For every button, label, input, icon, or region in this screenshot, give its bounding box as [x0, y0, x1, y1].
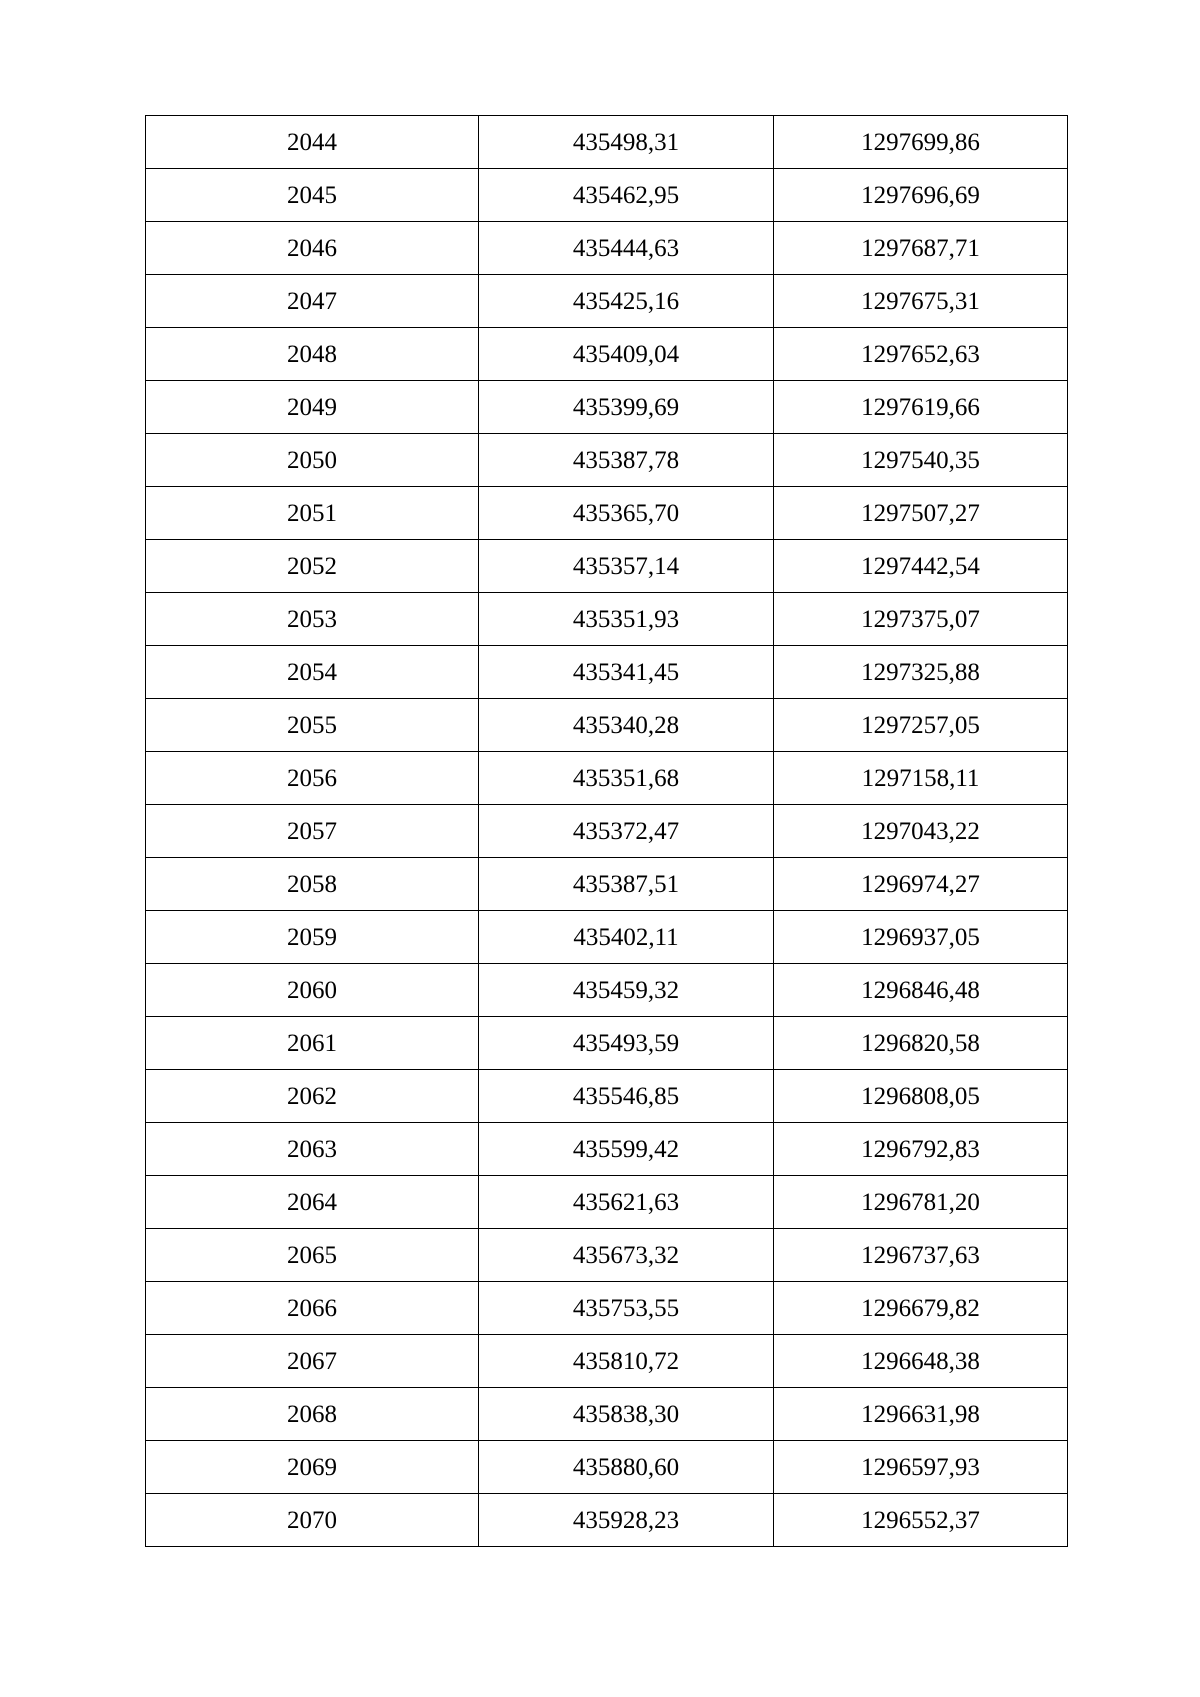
table-row — [146, 1229, 1068, 1282]
y-coordinate-cell: 1296597,93 — [774, 1441, 1068, 1494]
point-number-cell: 2067 — [146, 1335, 479, 1388]
x-coordinate-cell: 435753,55 — [479, 1282, 774, 1335]
point-number-cell: 2070 — [146, 1494, 479, 1547]
point-number-cell: 2065 — [146, 1229, 479, 1282]
point-number-cell: 2054 — [146, 646, 479, 699]
table-row — [146, 1017, 1068, 1070]
table-row — [146, 752, 1068, 805]
x-coordinate-cell: 435673,32 — [479, 1229, 774, 1282]
y-coordinate-cell: 1297375,07 — [774, 593, 1068, 646]
point-number-cell: 2060 — [146, 964, 479, 1017]
point-number-cell: 2057 — [146, 805, 479, 858]
x-coordinate-cell: 435462,95 — [479, 169, 774, 222]
x-coordinate-cell: 435387,51 — [479, 858, 774, 911]
y-coordinate-cell: 1297325,88 — [774, 646, 1068, 699]
point-number-cell: 2055 — [146, 699, 479, 752]
x-coordinate-cell: 435340,28 — [479, 699, 774, 752]
x-coordinate-cell: 435459,32 — [479, 964, 774, 1017]
y-coordinate-cell: 1296792,83 — [774, 1123, 1068, 1176]
y-coordinate-cell: 1297619,66 — [774, 381, 1068, 434]
point-number-cell: 2048 — [146, 328, 479, 381]
point-number-cell: 2061 — [146, 1017, 479, 1070]
table-row — [146, 593, 1068, 646]
y-coordinate-cell: 1296552,37 — [774, 1494, 1068, 1547]
x-coordinate-cell: 435399,69 — [479, 381, 774, 434]
table-row — [146, 1123, 1068, 1176]
point-number-cell: 2066 — [146, 1282, 479, 1335]
y-coordinate-cell: 1297158,11 — [774, 752, 1068, 805]
coordinates-table-body — [146, 116, 1068, 1547]
y-coordinate-cell: 1296846,48 — [774, 964, 1068, 1017]
table-row — [146, 1335, 1068, 1388]
table-row — [146, 487, 1068, 540]
table-row — [146, 1388, 1068, 1441]
y-coordinate-cell: 1297687,71 — [774, 222, 1068, 275]
table-row — [146, 1176, 1068, 1229]
table-row — [146, 1441, 1068, 1494]
y-coordinate-cell: 1297652,63 — [774, 328, 1068, 381]
x-coordinate-cell: 435372,47 — [479, 805, 774, 858]
y-coordinate-cell: 1297675,31 — [774, 275, 1068, 328]
x-coordinate-cell: 435498,31 — [479, 116, 774, 169]
point-number-cell: 2058 — [146, 858, 479, 911]
y-coordinate-cell: 1296631,98 — [774, 1388, 1068, 1441]
y-coordinate-cell: 1297442,54 — [774, 540, 1068, 593]
x-coordinate-cell: 435928,23 — [479, 1494, 774, 1547]
point-number-cell: 2046 — [146, 222, 479, 275]
point-number-cell: 2045 — [146, 169, 479, 222]
y-coordinate-cell: 1297699,86 — [774, 116, 1068, 169]
x-coordinate-cell: 435838,30 — [479, 1388, 774, 1441]
y-coordinate-cell: 1296679,82 — [774, 1282, 1068, 1335]
x-coordinate-cell: 435365,70 — [479, 487, 774, 540]
table-row — [146, 805, 1068, 858]
table-row — [146, 275, 1068, 328]
table-row — [146, 222, 1068, 275]
point-number-cell: 2050 — [146, 434, 479, 487]
point-number-cell: 2052 — [146, 540, 479, 593]
y-coordinate-cell: 1296974,27 — [774, 858, 1068, 911]
x-coordinate-cell: 435387,78 — [479, 434, 774, 487]
table-row — [146, 169, 1068, 222]
table-row — [146, 328, 1068, 381]
table-row — [146, 911, 1068, 964]
x-coordinate-cell: 435546,85 — [479, 1070, 774, 1123]
y-coordinate-cell: 1296808,05 — [774, 1070, 1068, 1123]
y-coordinate-cell: 1297540,35 — [774, 434, 1068, 487]
point-number-cell: 2051 — [146, 487, 479, 540]
point-number-cell: 2056 — [146, 752, 479, 805]
table-row — [146, 699, 1068, 752]
point-number-cell: 2068 — [146, 1388, 479, 1441]
x-coordinate-cell: 435444,63 — [479, 222, 774, 275]
x-coordinate-cell: 435880,60 — [479, 1441, 774, 1494]
x-coordinate-cell: 435409,04 — [479, 328, 774, 381]
x-coordinate-cell: 435493,59 — [479, 1017, 774, 1070]
table-row — [146, 964, 1068, 1017]
point-number-cell: 2044 — [146, 116, 479, 169]
x-coordinate-cell: 435351,93 — [479, 593, 774, 646]
y-coordinate-cell: 1297507,27 — [774, 487, 1068, 540]
x-coordinate-cell: 435621,63 — [479, 1176, 774, 1229]
point-number-cell: 2062 — [146, 1070, 479, 1123]
y-coordinate-cell: 1297043,22 — [774, 805, 1068, 858]
point-number-cell: 2059 — [146, 911, 479, 964]
y-coordinate-cell: 1296781,20 — [774, 1176, 1068, 1229]
point-number-cell: 2063 — [146, 1123, 479, 1176]
y-coordinate-cell: 1296820,58 — [774, 1017, 1068, 1070]
y-coordinate-cell: 1296737,63 — [774, 1229, 1068, 1282]
table-row — [146, 646, 1068, 699]
table-row — [146, 1070, 1068, 1123]
point-number-cell: 2064 — [146, 1176, 479, 1229]
x-coordinate-cell: 435599,42 — [479, 1123, 774, 1176]
point-number-cell: 2049 — [146, 381, 479, 434]
table-row — [146, 858, 1068, 911]
table-row — [146, 381, 1068, 434]
y-coordinate-cell: 1297696,69 — [774, 169, 1068, 222]
x-coordinate-cell: 435351,68 — [479, 752, 774, 805]
y-coordinate-cell: 1297257,05 — [774, 699, 1068, 752]
y-coordinate-cell: 1296937,05 — [774, 911, 1068, 964]
point-number-cell: 2053 — [146, 593, 479, 646]
x-coordinate-cell: 435402,11 — [479, 911, 774, 964]
x-coordinate-cell: 435810,72 — [479, 1335, 774, 1388]
coordinates-table — [145, 115, 1068, 1547]
point-number-cell: 2047 — [146, 275, 479, 328]
point-number-cell: 2069 — [146, 1441, 479, 1494]
table-row — [146, 434, 1068, 487]
y-coordinate-cell: 1296648,38 — [774, 1335, 1068, 1388]
x-coordinate-cell: 435341,45 — [479, 646, 774, 699]
table-row — [146, 1494, 1068, 1547]
x-coordinate-cell: 435357,14 — [479, 540, 774, 593]
table-row — [146, 1282, 1068, 1335]
table-row — [146, 540, 1068, 593]
x-coordinate-cell: 435425,16 — [479, 275, 774, 328]
table-row — [146, 116, 1068, 169]
